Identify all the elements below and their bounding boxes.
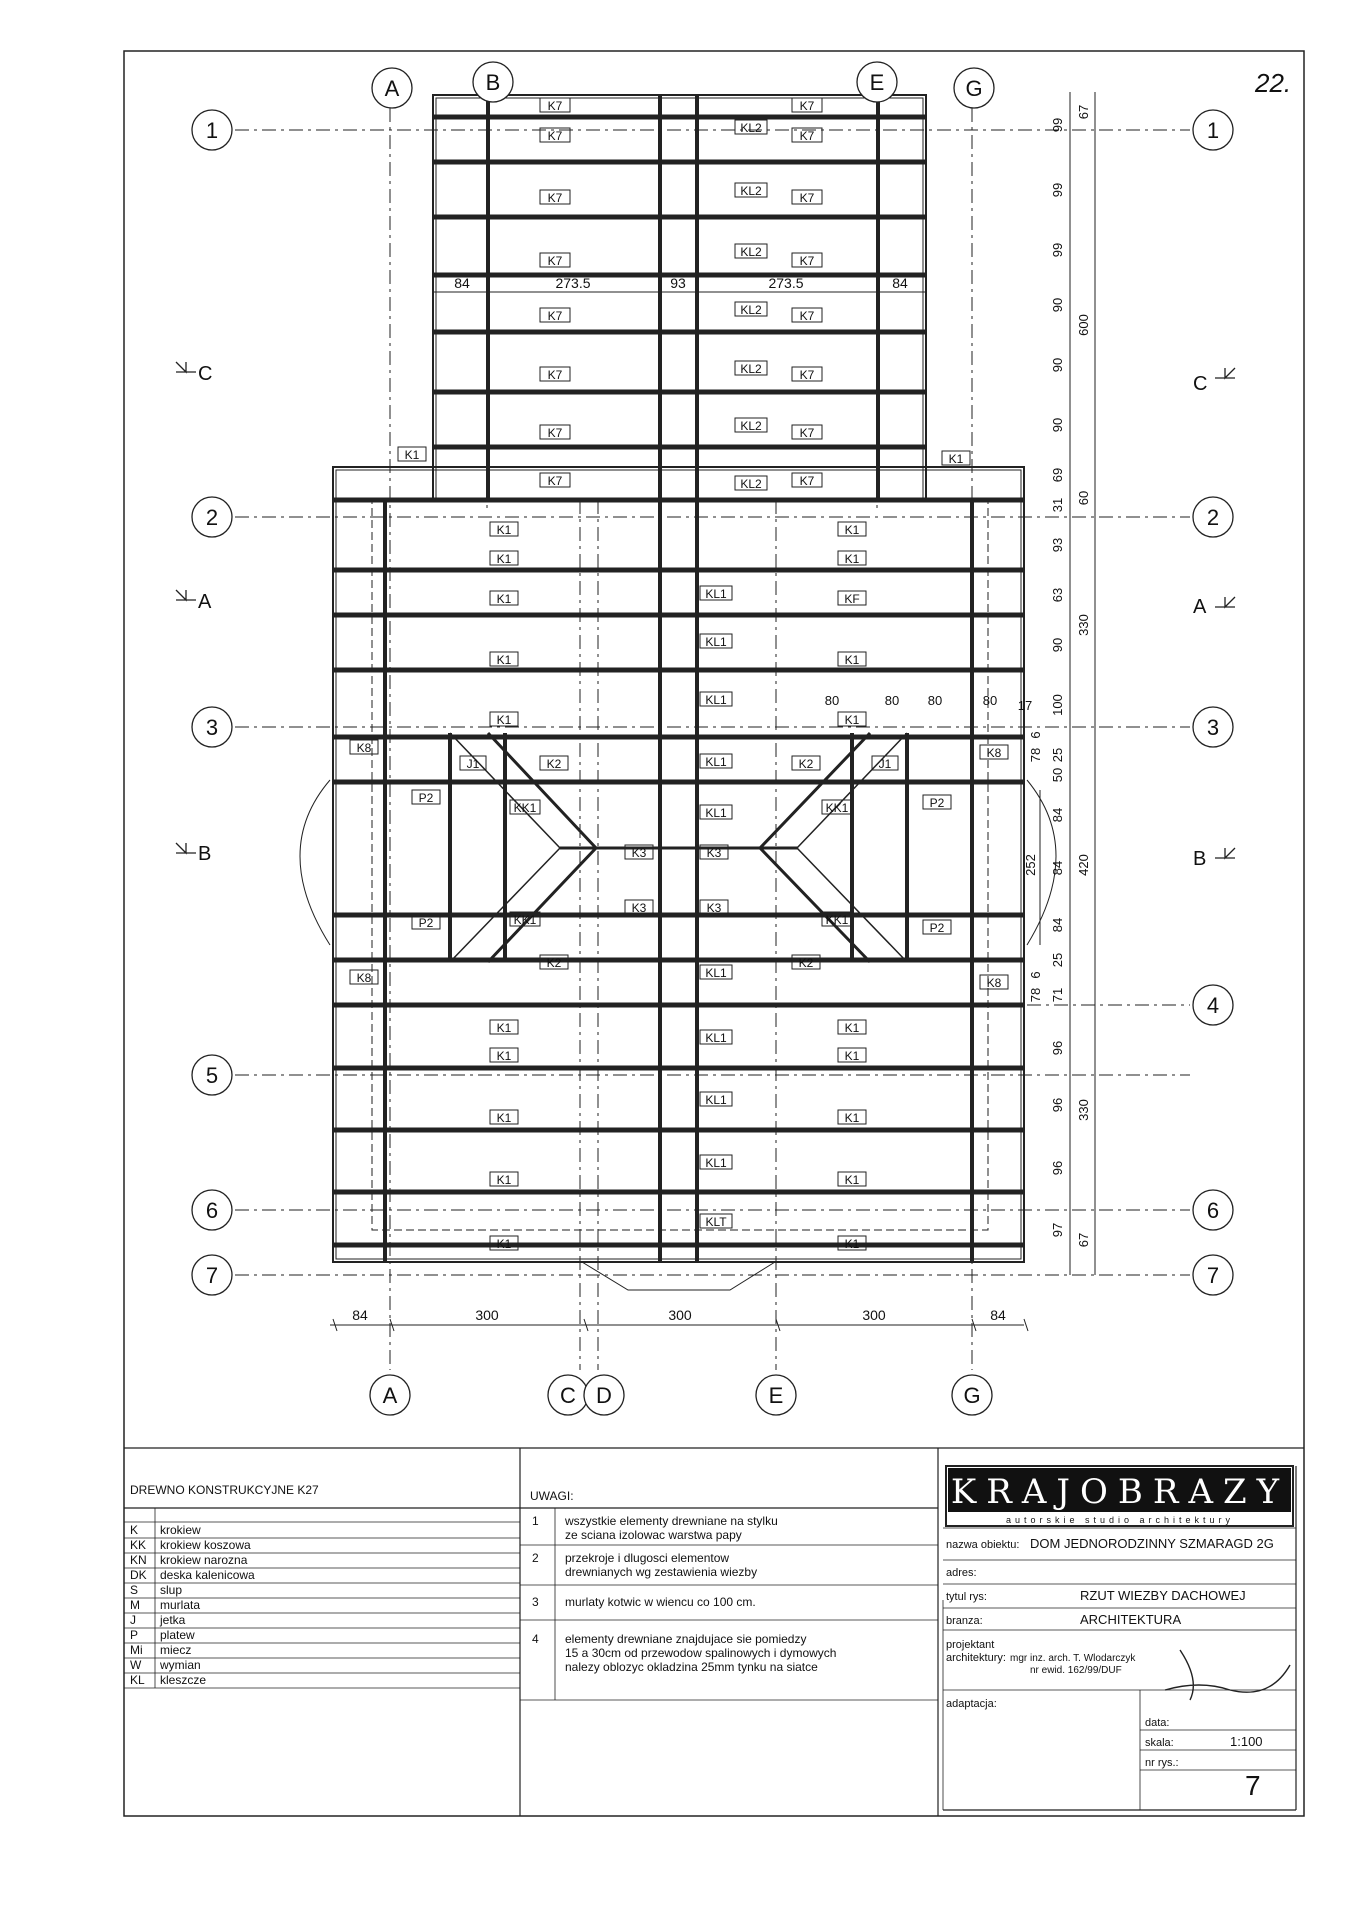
dim-right-inner-96a: 96 (1050, 1040, 1065, 1056)
dim-right-inner-67: 67 (1076, 1232, 1091, 1248)
dim-right-inner-50: 50 (1050, 767, 1065, 783)
dim-right-inner-96b: 96 (1050, 1097, 1065, 1113)
tag-j1 (460, 756, 898, 770)
svg-text:KL2: KL2 (740, 362, 762, 376)
svg-text:K1: K1 (844, 1173, 860, 1187)
svg-text:KL2: KL2 (740, 477, 762, 491)
svg-text:K1: K1 (496, 1021, 512, 1035)
svg-text:K1: K1 (496, 1049, 512, 1063)
svg-text:K7: K7 (547, 309, 563, 323)
dim-right-inner-84b: 84 (1050, 860, 1065, 876)
axis-label-a-bottom: A (382, 1383, 398, 1408)
right-dimension-lines (1040, 92, 1095, 1275)
svg-text:K1: K1 (404, 448, 420, 462)
scale-value: 1:100 (1230, 1734, 1263, 1749)
svg-text:K1: K1 (496, 592, 512, 606)
svg-text:K1: K1 (844, 1021, 860, 1035)
svg-text:K8: K8 (356, 971, 372, 985)
address-label: adres: (946, 1567, 977, 1579)
dim-right-inner-90a: 90 (1050, 297, 1065, 313)
dim-right-inner-6a: 6 (1028, 731, 1043, 739)
svg-text:KN: KN (130, 1553, 147, 1567)
section-a-right: A (1193, 596, 1207, 618)
svg-text:2: 2 (532, 1551, 539, 1565)
svg-text:P2: P2 (929, 796, 945, 810)
svg-text:K3: K3 (631, 846, 647, 860)
svg-text:15 a 30cm od przewodow spalino: 15 a 30cm od przewodow spalinowych i dymowych (565, 1646, 837, 1660)
svg-text:KL1: KL1 (705, 966, 727, 980)
axis-label-e-top: E (869, 70, 885, 95)
dim-top-84-right: 84 (892, 275, 908, 291)
svg-text:K1: K1 (496, 1237, 512, 1251)
dim-misc-80b: 80 (884, 693, 900, 708)
designer-role: architektury: (946, 1652, 1006, 1664)
svg-text:K: K (130, 1523, 139, 1537)
svg-text:K1: K1 (948, 452, 964, 466)
element-tags (350, 98, 1008, 1251)
purlins (385, 95, 972, 1262)
svg-text:K3: K3 (631, 901, 647, 915)
svg-text:ze sciana izolowac warstwa pap: ze sciana izolowac warstwa papy (565, 1528, 742, 1542)
svg-text:J1: J1 (878, 757, 892, 771)
svg-text:K7: K7 (547, 368, 563, 382)
tag-kk1 (510, 800, 852, 926)
svg-text:J1: J1 (466, 757, 480, 771)
svg-text:K7: K7 (799, 309, 815, 323)
axis-label-2-right: 2 (1206, 505, 1220, 530)
svg-text:K7: K7 (799, 129, 815, 143)
axis-label-g-bottom: G (963, 1383, 981, 1408)
dim-bottom-300-1: 300 (475, 1307, 499, 1323)
svg-text:1: 1 (532, 1514, 539, 1528)
svg-text:murlaty kotwic w wiencu co 100: murlaty kotwic w wiencu co 100 cm. (565, 1595, 756, 1609)
dim-right-inner-90c: 90 (1050, 417, 1065, 433)
dim-right-inner-71: 71 (1050, 987, 1065, 1003)
svg-text:4: 4 (532, 1632, 539, 1646)
axis-label-2-left: 2 (205, 505, 219, 530)
svg-text:wymian: wymian (160, 1658, 201, 1672)
svg-text:krokiew: krokiew (160, 1523, 201, 1537)
dim-right-inner-78a: 78 (1028, 747, 1043, 763)
svg-text:KL1: KL1 (705, 1156, 727, 1170)
svg-text:K1: K1 (844, 653, 860, 667)
svg-text:M: M (130, 1598, 140, 1612)
svg-text:K2: K2 (546, 956, 562, 970)
dim-bottom-84-left: 84 (352, 1307, 368, 1323)
dim-top-273-left: 273.5 (555, 275, 591, 291)
svg-text:3: 3 (532, 1595, 539, 1609)
svg-text:krokiew koszowa: krokiew koszowa (160, 1538, 251, 1552)
dim-right-outer-330b: 330 (1076, 1099, 1091, 1121)
svg-text:P2: P2 (929, 921, 945, 935)
svg-text:murlata: murlata (160, 1598, 201, 1612)
section-b-left: B (198, 843, 212, 865)
svg-text:KL2: KL2 (740, 121, 762, 135)
dim-right-inner-17: 17 (1017, 698, 1033, 713)
svg-text:KL1: KL1 (705, 587, 727, 601)
tag-k7-label: K7 (547, 99, 563, 113)
svg-text:K1: K1 (844, 1237, 860, 1251)
notes-title: UWAGI: (530, 1489, 574, 1503)
svg-text:KL: KL (130, 1673, 145, 1687)
dim-right-inner-84a: 84 (1050, 807, 1065, 823)
svg-text:KLT: KLT (705, 1215, 727, 1229)
svg-text:platew: platew (160, 1628, 195, 1642)
axis-label-g-top: G (965, 76, 983, 101)
dim-right-inner-99b: 99 (1050, 182, 1065, 198)
designer-label: projektant (946, 1639, 995, 1651)
svg-text:K1: K1 (496, 713, 512, 727)
dim-right-inner-90d: 90 (1050, 637, 1065, 653)
svg-text:K1: K1 (844, 713, 860, 727)
svg-text:KL2: KL2 (740, 245, 762, 259)
svg-text:KK1: KK1 (513, 913, 537, 927)
axis-label-6-right: 6 (1206, 1198, 1220, 1223)
scale-label: skala: (1145, 1737, 1174, 1749)
svg-text:KL2: KL2 (740, 303, 762, 317)
svg-text:K7: K7 (547, 474, 563, 488)
svg-text:K2: K2 (798, 757, 814, 771)
designer-value-1: mgr inz. arch. T. Wlodarczyk (1010, 1653, 1136, 1664)
section-c-right: C (1193, 373, 1208, 395)
svg-text:KK1: KK1 (825, 913, 849, 927)
svg-text:K8: K8 (986, 976, 1002, 990)
logo-sub: autorskie studio architektury (1005, 1515, 1235, 1525)
svg-text:K7: K7 (547, 191, 563, 205)
svg-text:KL1: KL1 (705, 635, 727, 649)
branch-value: ARCHITEKTURA (1080, 1612, 1182, 1627)
axis-label-7-right: 7 (1206, 1263, 1220, 1288)
section-a-left: A (198, 591, 212, 613)
svg-text:kleszcze: kleszcze (160, 1673, 207, 1687)
axis-label-c-bottom: C (560, 1383, 576, 1408)
dim-right-inner-96c: 96 (1050, 1160, 1065, 1176)
section-c-left: C (198, 363, 213, 385)
svg-text:miecz: miecz (160, 1643, 192, 1657)
dim-right-outer-67: 67 (1076, 104, 1091, 120)
svg-text:DK: DK (130, 1568, 147, 1582)
dim-misc-80a: 80 (824, 693, 840, 708)
svg-text:K7: K7 (547, 254, 563, 268)
svg-text:J: J (130, 1613, 136, 1627)
section-b-right: B (1193, 848, 1207, 870)
svg-text:K7: K7 (799, 99, 815, 113)
dim-right-inner-63: 63 (1050, 587, 1065, 603)
dim-right-inner-25b: 25 (1050, 952, 1065, 968)
svg-text:K8: K8 (986, 746, 1002, 760)
dim-right-inner-60: 60 (1076, 490, 1091, 506)
svg-text:deska kalenicowa: deska kalenicowa (160, 1568, 255, 1582)
axis-label-4-right: 4 (1206, 993, 1220, 1018)
designer-value-2: nr ewid. 162/99/DUF (1030, 1665, 1122, 1676)
svg-text:K2: K2 (798, 956, 814, 970)
dim-right-outer-600: 600 (1076, 314, 1091, 336)
svg-text:S: S (130, 1583, 139, 1597)
dim-misc-80c: 80 (927, 693, 943, 708)
svg-text:K3: K3 (706, 901, 722, 915)
svg-text:K1: K1 (496, 523, 512, 537)
dim-right-outer-330a: 330 (1076, 614, 1091, 636)
svg-text:K1: K1 (496, 552, 512, 566)
axis-label-a-top: A (384, 76, 400, 101)
dim-bottom-300-3: 300 (862, 1307, 886, 1323)
dim-right-inner-84c: 84 (1050, 917, 1065, 933)
svg-text:K7: K7 (799, 426, 815, 440)
svg-text:KL1: KL1 (705, 1093, 727, 1107)
object-value: DOM JEDNORODZINNY SZMARAGD 2G (1030, 1536, 1274, 1551)
axis-label-7-left: 7 (205, 1263, 219, 1288)
drawing-label: tytul rys: (946, 1591, 987, 1603)
svg-text:W: W (130, 1658, 142, 1672)
dim-bottom-84-right: 84 (990, 1307, 1006, 1323)
axis-label-3-right: 3 (1206, 715, 1220, 740)
adaptation-label: adaptacja: (946, 1698, 997, 1710)
svg-text:jetka: jetka (160, 1613, 186, 1627)
svg-text:K2: K2 (546, 757, 562, 771)
dim-bottom-300-2: 300 (668, 1307, 692, 1323)
svg-text:KK1: KK1 (825, 801, 849, 815)
svg-text:KL2: KL2 (740, 419, 762, 433)
dim-right-outer-420: 420 (1076, 854, 1091, 876)
logo: KRAJOBRAZY (950, 1472, 1290, 1512)
dim-top-84-left: 84 (454, 275, 470, 291)
sheetno-label: nr rys.: (1145, 1757, 1179, 1769)
svg-text:K7: K7 (799, 368, 815, 382)
tag-p2 (412, 790, 951, 934)
svg-text:KL2: KL2 (740, 184, 762, 198)
svg-text:K8: K8 (356, 741, 372, 755)
dim-right-inner-99c: 99 (1050, 242, 1065, 258)
drawing-value: RZUT WIEZBY DACHOWEJ (1080, 1588, 1246, 1603)
axis-label-3-left: 3 (205, 715, 219, 740)
svg-text:P2: P2 (418, 916, 434, 930)
date-label: data: (1145, 1717, 1170, 1729)
branch-label: branza: (946, 1615, 983, 1627)
svg-text:K7: K7 (547, 426, 563, 440)
svg-text:K7: K7 (547, 129, 563, 143)
svg-text:slup: slup (160, 1583, 183, 1597)
axis-label-1-left: 1 (205, 118, 219, 143)
svg-text:K7: K7 (799, 254, 815, 268)
svg-text:K1: K1 (844, 1111, 860, 1125)
dim-misc-80d: 80 (982, 693, 998, 708)
svg-text:Mi: Mi (130, 1643, 143, 1657)
svg-text:KK: KK (130, 1538, 147, 1552)
dim-right-inner-69: 69 (1050, 467, 1065, 483)
svg-text:wszystkie elementy drewniane n: wszystkie elementy drewniane na stylku (565, 1514, 778, 1528)
sheet-number: 22. (1255, 68, 1292, 98)
svg-text:KL1: KL1 (705, 806, 727, 820)
svg-text:KL1: KL1 (705, 693, 727, 707)
axis-label-e-bottom: E (768, 1383, 784, 1408)
svg-text:K7: K7 (799, 191, 815, 205)
svg-text:K1: K1 (844, 523, 860, 537)
dim-right-inner2-252: 252 (1023, 854, 1038, 876)
svg-text:K1: K1 (844, 1049, 860, 1063)
svg-text:KF: KF (844, 592, 860, 606)
svg-text:KL1: KL1 (705, 1031, 727, 1045)
dim-top-93: 93 (670, 275, 686, 291)
dim-right-inner-93: 93 (1050, 537, 1065, 553)
dim-right-inner-78b: 78 (1028, 987, 1043, 1003)
dim-right-inner-6b: 6 (1028, 971, 1043, 979)
svg-text:K1: K1 (496, 653, 512, 667)
dim-top-273-right: 273.5 (768, 275, 804, 291)
svg-text:KL1: KL1 (705, 755, 727, 769)
svg-text:elementy drewniane znajdujace: elementy drewniane znajdujace sie pomiedzy (565, 1632, 807, 1646)
axis-label-1-right: 1 (1206, 118, 1220, 143)
svg-text:P2: P2 (418, 791, 434, 805)
dim-right-inner-97: 97 (1050, 1222, 1065, 1238)
svg-text:K7: K7 (799, 474, 815, 488)
axis-label-5-left: 5 (205, 1063, 219, 1088)
dim-right-inner-25a: 25 (1050, 747, 1065, 763)
svg-text:K1: K1 (844, 552, 860, 566)
svg-text:KK1: KK1 (513, 801, 537, 815)
sheetno-value: 7 (1245, 1770, 1261, 1801)
object-label: nazwa obiektu: (946, 1539, 1020, 1551)
svg-text:K3: K3 (706, 846, 722, 860)
axis-label-b-top: B (485, 70, 501, 95)
legend-title: DREWNO KONSTRUKCYJNE K27 (130, 1483, 319, 1497)
signature (1165, 1650, 1290, 1700)
tag-kl1 (700, 586, 732, 1169)
svg-text:P: P (130, 1628, 139, 1642)
dim-right-inner-99a: 99 (1050, 117, 1065, 133)
dim-right-inner-100: 100 (1050, 694, 1065, 716)
svg-text:drewnianych wg zestawienia wie: drewnianych wg zestawienia wiezby (565, 1565, 758, 1579)
svg-text:krokiew narozna: krokiew narozna (160, 1553, 248, 1567)
svg-text:nalezy oblozyc okladzina 25mm: nalezy oblozyc okladzina 25mm tynku na siatce (565, 1660, 818, 1674)
dim-right-inner-31: 31 (1050, 497, 1065, 513)
svg-text:K1: K1 (496, 1111, 512, 1125)
axis-label-d-bottom: D (596, 1383, 612, 1408)
axis-label-6-left: 6 (205, 1198, 219, 1223)
svg-text:przekroje i dlugosci elementow: przekroje i dlugosci elementow (565, 1551, 730, 1565)
svg-text:K1: K1 (496, 1173, 512, 1187)
dim-right-inner-90b: 90 (1050, 357, 1065, 373)
